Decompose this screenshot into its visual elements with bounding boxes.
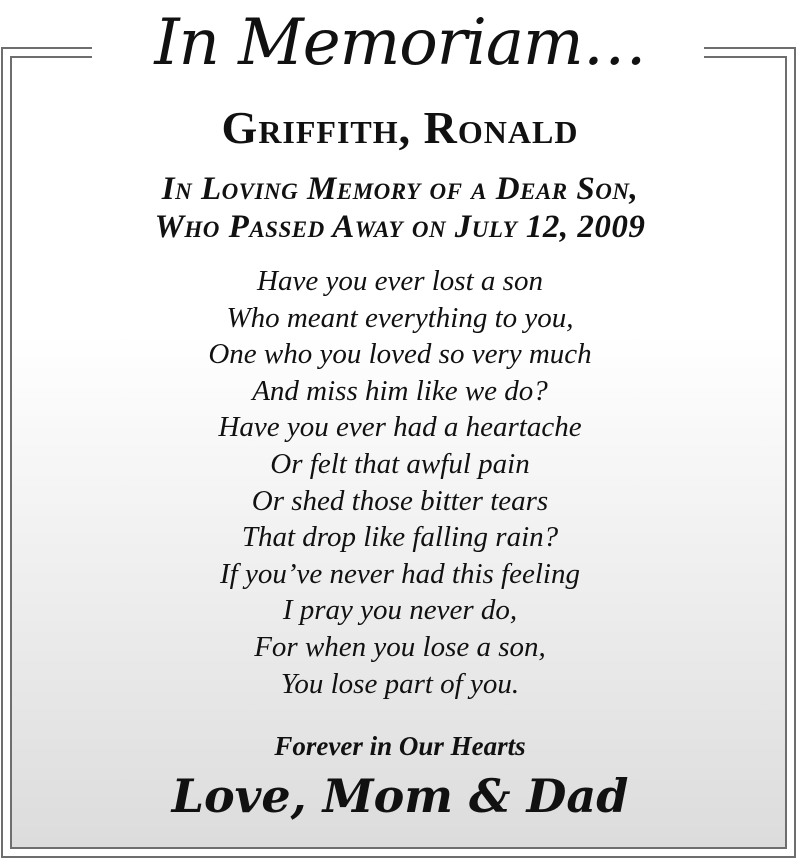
- poem-line: Or felt that awful pain: [270, 447, 530, 480]
- poem-line: Who meant everything to you,: [226, 301, 574, 334]
- poem-line: Have you ever had a heartache: [218, 411, 582, 444]
- poem-line: And miss him like we do?: [252, 374, 548, 407]
- signature: Love, Mom & Dad: [171, 769, 629, 823]
- poem-line: That drop like falling rain?: [241, 521, 559, 554]
- poem: [0, 263, 800, 702]
- poem-line: You lose part of you.: [280, 667, 520, 700]
- dedication-line: In Loving Memory of a Dear Son,: [161, 171, 639, 207]
- deceased-name: Griffith, Ronald: [221, 102, 579, 153]
- poem-line: One who you loved so very much: [208, 338, 592, 371]
- dedication-line: Who Passed Away on July 12, 2009: [154, 209, 646, 245]
- poem-line: I pray you never do,: [282, 594, 518, 627]
- dedication: [0, 170, 800, 246]
- headline: In Memoriam…: [154, 6, 646, 80]
- poem-line: Or shed those bitter tears: [251, 484, 549, 517]
- closing-line: Forever in Our Hearts: [274, 731, 526, 761]
- poem-line: Have you ever lost a son: [257, 265, 543, 297]
- poem-line: If you’ve never had this feeling: [220, 557, 580, 590]
- poem-line: For when you lose a son,: [254, 630, 546, 663]
